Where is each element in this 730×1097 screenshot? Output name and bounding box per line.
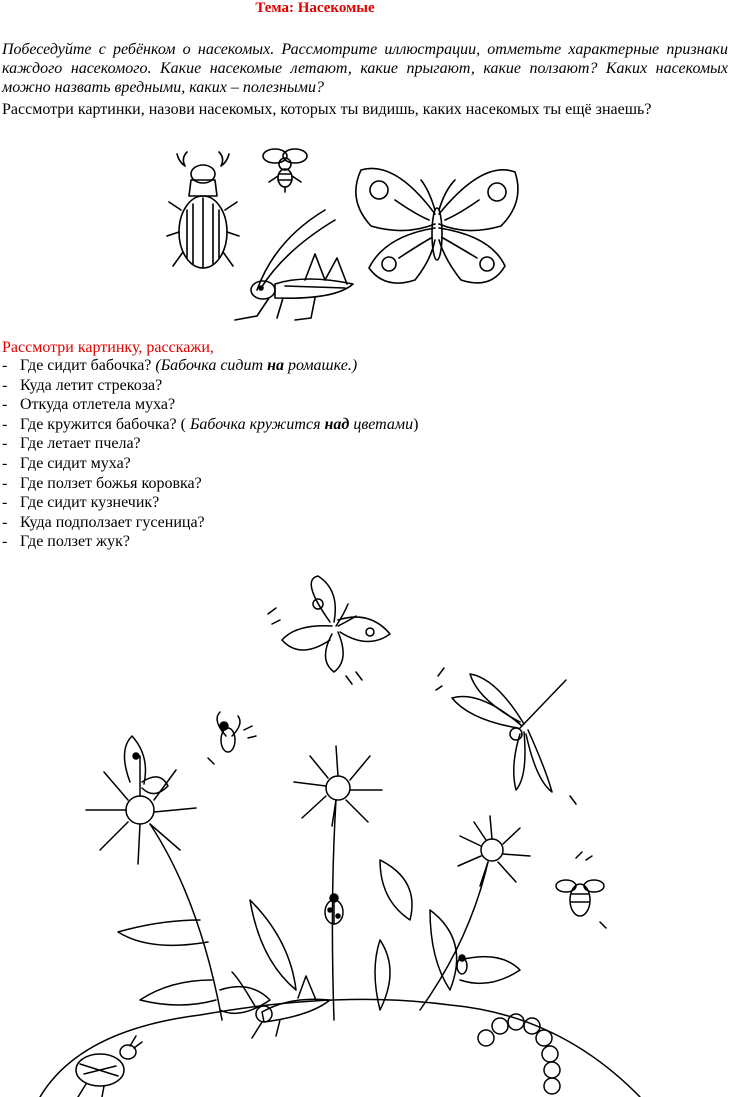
question-text: Куда подползает гусеница?	[20, 513, 205, 531]
list-item	[2, 454, 418, 474]
question-text: Где летает пчела?	[20, 435, 141, 453]
leaf	[430, 910, 457, 990]
caterpillar-icon	[478, 1014, 560, 1094]
intro-text: Побеседуйте с ребёнком о насекомых. Рассмотрите иллюстрации, отметьте характерные признаки каждого насекомого. Какие насекомые летают, какие прыгают, какие ползают? Каких насекомых можно назвать вредными, каких – полезными?	[2, 41, 728, 96]
fly-icon	[208, 712, 256, 764]
list-item	[2, 532, 418, 552]
butterfly-icon	[124, 736, 168, 794]
insects-illustration	[165, 140, 525, 330]
list-dash: -	[2, 376, 8, 394]
task-title: Рассмотри картинку, расскажи,	[2, 339, 214, 356]
butterfly-icon	[268, 576, 390, 684]
daisy-icon	[86, 756, 222, 1020]
list-item	[2, 474, 418, 494]
answer-keyword: на	[267, 357, 284, 374]
answer-text: цветами	[349, 415, 414, 433]
answer-keyword: над	[324, 415, 350, 433]
leaf	[380, 860, 412, 920]
daisy-icon	[420, 816, 530, 1010]
leaf	[460, 957, 520, 984]
list-item	[2, 493, 418, 513]
answer-text: Бабочка кружится	[189, 415, 325, 433]
beetle-icon	[76, 1036, 142, 1097]
question-text: Откуда отлетела муха?	[20, 396, 176, 414]
list-item	[2, 434, 418, 454]
list-dash: -	[2, 415, 8, 433]
list-dash: -	[2, 533, 8, 551]
answer-close: )	[413, 415, 419, 433]
answer-text: (Бабочка сидит	[155, 357, 268, 374]
dragonfly-icon	[436, 668, 576, 804]
question-text: Где сидит бабочка?	[20, 357, 156, 374]
question-text: Где ползет божья коровка?	[20, 474, 202, 492]
question-list	[2, 356, 418, 552]
question-text: Где сидит кузнечик?	[20, 494, 160, 512]
list-item	[2, 395, 418, 415]
fly-icon	[457, 955, 467, 974]
list-dash: -	[2, 513, 8, 531]
list-dash: -	[2, 494, 8, 512]
question-text: Где ползет жук?	[20, 533, 130, 551]
answer-text: ромашке.)	[283, 357, 358, 374]
beetle-icon	[167, 152, 239, 268]
question-text: Где кружится бабочка? (	[20, 415, 190, 433]
butterfly-icon	[356, 168, 518, 283]
list-dash: -	[2, 435, 8, 453]
bee-icon	[556, 852, 606, 928]
list-dash: -	[2, 474, 8, 492]
leaf	[250, 900, 296, 990]
main-question: Рассмотри картинки, назови насекомых, которых ты видишь, каких насекомых ты ещё знаешь?	[2, 101, 652, 118]
meadow-scene-illustration	[0, 560, 730, 1097]
grasshopper-icon	[232, 972, 330, 1038]
list-dash: -	[2, 454, 8, 472]
question-text: Куда летит стрекоза?	[20, 376, 163, 394]
list-item	[2, 513, 418, 533]
grasshopper-icon	[235, 210, 353, 320]
question-text: Где сидит муха?	[20, 454, 131, 472]
list-dash: -	[2, 396, 8, 414]
list-dash: -	[2, 357, 8, 374]
ladybug-icon	[325, 894, 343, 924]
list-item	[2, 356, 418, 376]
list-item	[2, 376, 418, 396]
hill	[40, 999, 640, 1097]
list-item	[2, 415, 418, 435]
bee-icon	[263, 149, 307, 192]
page-title: Тема: Насекомые	[255, 0, 375, 16]
